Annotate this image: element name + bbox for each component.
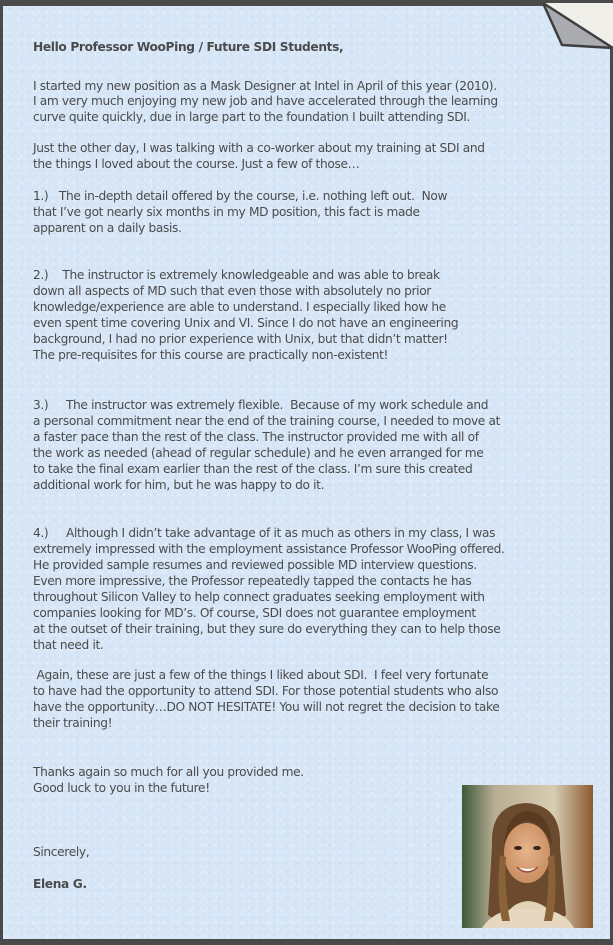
point-2-line: The pre-requisites for this course are practically non-existent! [33,348,389,362]
sign-off: Sincerely, [33,845,90,859]
point-1-line: 1.) The in-depth detail offered by the course, i.e. nothing left out. Now [33,189,448,203]
portrait-photo [462,785,593,928]
lead-in-line: Just the other day, I was talking with a co-worker about my training at SDI and [33,141,485,155]
point-2-line: knowledge/experience are able to understand. I especially liked how he [33,300,446,314]
closing-line: their training! [33,716,113,730]
point-4-line: He provided sample resumes and reviewed possible MD interview questions. [33,558,477,572]
closing-line: have the opportunity…DO NOT HESITATE! You will not regret the decision to take [33,700,500,714]
point-4-line: companies looking for MD’s. Of course, SDI does not guarantee employment [33,606,476,620]
point-1-line: apparent on a daily basis. [33,221,182,235]
point-4-line: 4.) Although I didn’t take advantage of it as much as others in my class, I was [33,526,496,540]
thanks-line: Thanks again so much for all you provided me. [33,765,304,779]
closing-line: Again, these are just a few of the things I liked about SDI. I feel very fortunate [33,668,489,682]
point-3-line: a personal commitment near the end of the training course, I needed to move at [33,414,501,428]
point-2-line: even spent time covering Unix and VI. Since I do not have an engineering [33,316,459,330]
closing-line: to have had the opportunity to attend SDI. For those potential students who also [33,684,499,698]
intro-line: I started my new position as a Mask Designer at Intel in April of this year (2010). [33,79,497,93]
thanks-line: Good luck to you in the future! [33,781,210,795]
point-3-line: the work as needed (ahead of regular schedule) and he even arranged for me [33,446,484,460]
point-2-line: 2.) The instructor is extremely knowledgeable and was able to break [33,268,440,282]
point-4-line: extremely impressed with the employment assistance Professor WooPing offered. [33,542,505,556]
point-3-line: a faster pace than the rest of the class. The instructor provided me with all of [33,430,479,444]
intro-line: curve quite quickly, due in large part to the foundation I built attending SDI. [33,110,471,124]
point-4-line: Even more impressive, the Professor repeatedly tapped the contacts he has [33,574,472,588]
point-2-line: background, I had no prior experience with Unix, but that didn’t matter! [33,332,448,346]
curl-flap [543,3,613,48]
point-4-line: at the outset of their training, but they sure do everything they can to help those [33,622,501,636]
point-2-line: down all aspects of MD such that even those with absolutely no prior [33,284,431,298]
point-4-line: throughout Silicon Valley to help connect graduates seeking employment with [33,590,485,604]
point-3-line: additional work for him, but he was happy to do it. [33,478,325,492]
point-3-line: to take the final exam earlier than the rest of the class. I’m sure this created [33,462,473,476]
curl-background [543,3,613,49]
point-1-line: that I’ve got nearly six months in my MD position, this fact is made [33,205,420,219]
point-4-line: that need it. [33,638,104,652]
lead-in-line: the things I loved about the course. Just a few of those… [33,157,360,171]
intro-line: I am very much enjoying my new job and have accelerated through the learning [33,94,498,108]
greeting: Hello Professor WooPing / Future SDI Students, [33,40,344,54]
point-3-line: 3.) The instructor was extremely flexible. Because of my work schedule and [33,398,489,412]
signature: Elena G. [33,877,87,891]
